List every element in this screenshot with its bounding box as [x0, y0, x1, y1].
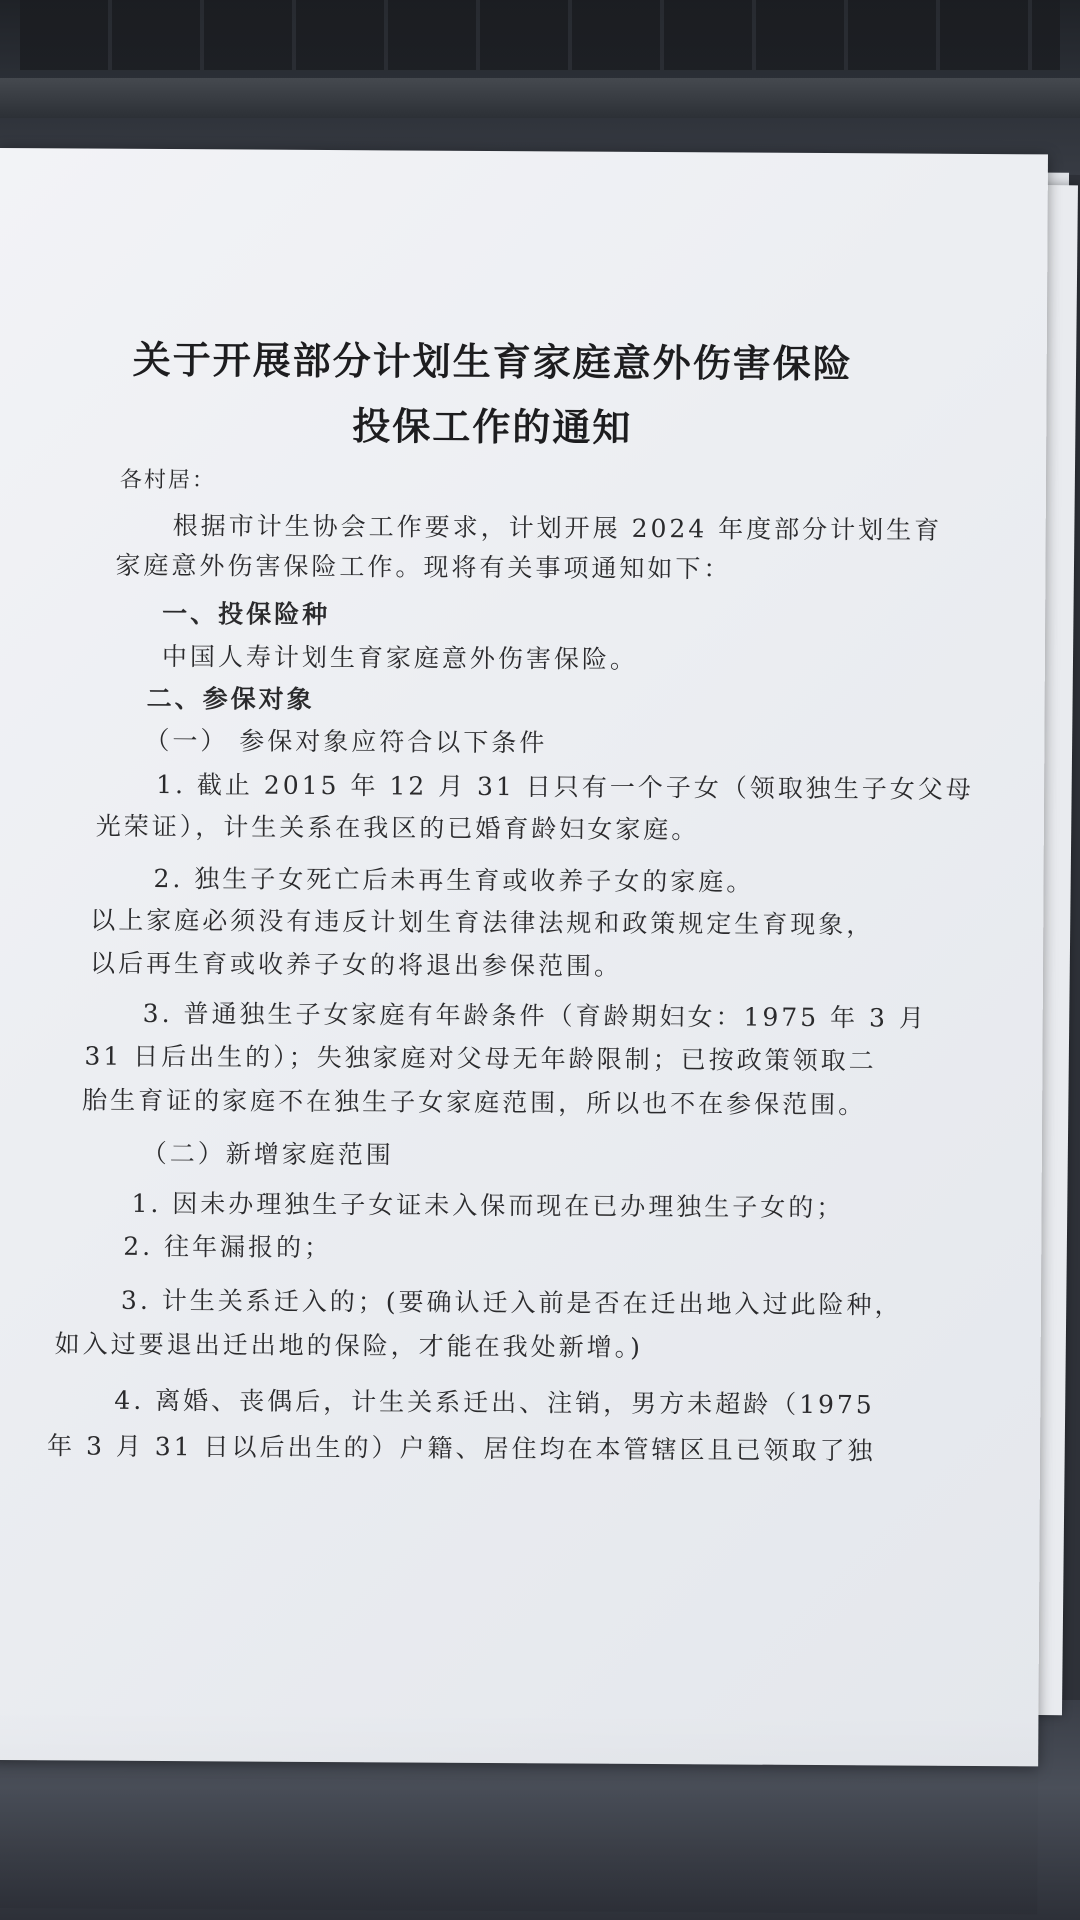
new-family-4-line-2: 年 3 月 31 日以后出生的）户籍、居住均在本管辖区且已领取了独 — [46, 1431, 876, 1466]
condition-3-line-2: 31 日后出生的）；失独家庭对父母无年龄限制；已按政策领取二 — [84, 1041, 877, 1076]
keyboard-background — [20, 0, 1060, 70]
condition-1-line-2: 光荣证），计生关系在我区的已婚育龄妇女家庭。 — [95, 811, 700, 845]
section-1-body: 中国人寿计划生育家庭意外伤害保险。 — [161, 641, 638, 674]
document-page — [0, 148, 1048, 1766]
intro-line-1: 根据市计生协会工作要求，计划开展 2024 年度部分计划生育 — [172, 511, 943, 545]
intro-line-2: 家庭意外伤害保险工作。现将有关事项通知如下： — [115, 550, 732, 584]
salutation: 各村居： — [119, 467, 217, 494]
condition-note-line-1: 以上家庭必须没有违反计划生育法律法规和政策规定生育现象， — [90, 905, 875, 940]
section-1-heading: 一、投保险种 — [162, 598, 331, 630]
new-family-3-line-1: 3. 计生关系迁入的；(要确认迁入前是否在迁出地入过此险种， — [120, 1285, 903, 1320]
section-2-heading: 二、参保对象 — [146, 683, 315, 714]
document-body — [0, 148, 1048, 1766]
new-family-1: 1. 因未办理独生子女证未入保而现在已办理独生子女的； — [131, 1188, 845, 1223]
condition-3-line-3: 胎生育证的家庭不在独生子女家庭范围，所以也不在参保范围。 — [82, 1085, 867, 1120]
subsection-1-heading: （一） 参保对象应符合以下条件 — [144, 725, 548, 758]
condition-note-line-2: 以后再生育或收养子女的将退出参保范围。 — [89, 948, 623, 981]
document-title-line-1: 关于开展部分计划生育家庭意外伤害保险 — [132, 337, 853, 387]
subsection-2-heading: （二）新增家庭范围 — [141, 1138, 394, 1170]
condition-1-line-1: 1. 截止 2015 年 12 月 31 日只有一个子女（领取独生子女父母 — [156, 769, 974, 804]
new-family-3-line-2: 如入过要退出迁出地的保险，才能在我处新增。) — [54, 1329, 644, 1362]
document-title-line-2: 投保工作的通知 — [352, 404, 633, 450]
condition-3-line-1: 3. 普通独生子女家庭有年龄条件（育龄期妇女：1975 年 3 月 — [142, 998, 927, 1033]
new-family-2: 2. 往年漏报的； — [123, 1231, 333, 1263]
new-family-4-line-1: 4. 离婚、丧偶后，计生关系迁出、注销，男方未超龄（1975 — [114, 1385, 875, 1420]
condition-2: 2. 独生子女死亡后未再生育或收养子女的家庭。 — [153, 863, 755, 897]
laptop-hinge — [0, 78, 1080, 118]
